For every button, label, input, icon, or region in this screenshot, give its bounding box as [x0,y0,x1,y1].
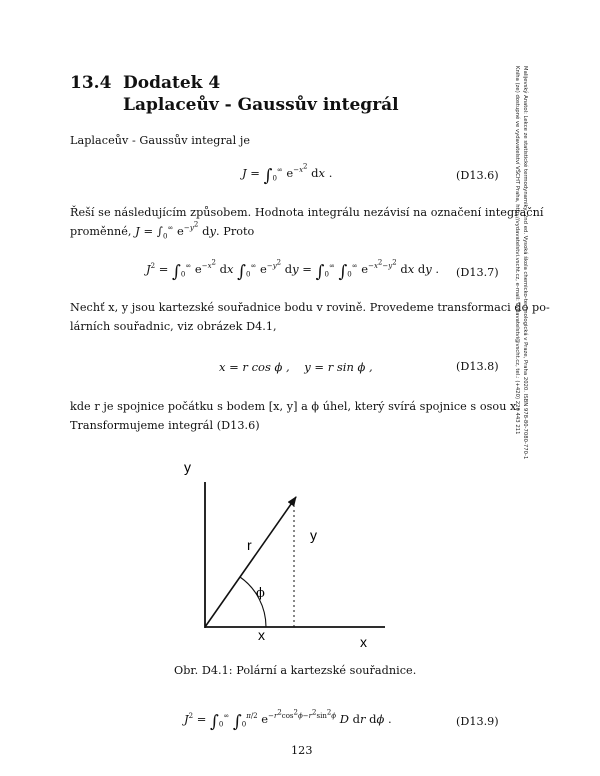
label-x: x [258,627,265,643]
side-note-line1: Malijevský Anatol: Lekce ze statistické termodynamiky, 2nd ed. Vysoká škola chemicko-technologická v Praze, Praha 2020. ISBN 978-80-7080-770-1 [522,66,528,460]
figure-caption: Obr. D4.1: Polární a kartezské souřadnice. [174,664,417,677]
equation-d13-9: $J^2 = \int_0^\infty$ $\int_0^{\pi/2}$ $e^{-r^2cos^2\phi-r^2sin^2\phi}$ D dr dϕ . [184,708,392,732]
label-phi: ϕ [256,586,265,601]
angle-arc [240,577,266,627]
section-number: 13.4 [70,73,112,93]
equation-number-d13-7: (D13.7) [456,266,499,279]
equation-d13-7: $J^2 = \int_0^\infty$ $e^{-x^2}$ dx $\int_0^\infty$ $e^{-y^2}$ dy = $\int_0^\infty$ $\int_0^\infty$ $e^{-x^2-y^2}$ dx dy . [146,258,440,282]
page-number: 123 [291,744,313,757]
equation-number-d13-6: (D13.6) [456,169,499,182]
paragraph-solution-line2-pre: proměnné, [70,225,132,238]
equation-d13-8: x = r cos ϕ , y = r sin ϕ , [219,360,373,374]
side-note-line2: Kniha (ze) dostupné ve vydavatelství VŠCHT Praha, http://vydavatelstvi.vscht.cz, e-mail: vydavatelstvi@vscht.cz, tel.: (+420) 220 443 211 [514,66,521,435]
paragraph-solution-line1: Řeší se následujícím způsobem. Hodnota integrálu nezávisí na označení integrační [70,206,544,219]
paragraph-intro: Laplaceův - Gaussův integral je [70,134,251,147]
label-y: y [310,527,317,543]
paragraph-transform-line2: Transformujeme integrál (D13.6) [70,419,260,432]
equation-number-d13-9: (D13.9) [456,715,499,728]
label-x-axis: x [360,634,367,650]
section-title-line2: Laplaceův - Gaussův integrál [123,95,399,115]
label-y-axis: y [184,459,191,475]
equation-d13-6: $J = \int_0^\infty$ $e^{-x^2}$ dx . [242,162,333,186]
equation-number-d13-8: (D13.8) [456,360,499,373]
paragraph-polar-line1: Nechť x, y jsou kartezské souřadnice bodu v rovině. Provedeme transformaci do po- [70,301,550,314]
paragraph-transform-line1: kde r je spojnice počátku s bodem [x, y] a ϕ úhel, který svírá spojnice s osou x. [70,400,521,413]
paragraph-polar-line2: lárních souřadnic, viz obrázek D4.1, [70,320,277,333]
section-title-line1: Dodatek 4 [123,73,221,93]
radius-vector [205,497,296,627]
inline-integral: $J = \int_0^\infty$ $e^{-y^2}$ dy [135,220,217,241]
label-r: r [247,537,252,553]
paragraph-solution-line2-post: . Proto [216,225,255,238]
